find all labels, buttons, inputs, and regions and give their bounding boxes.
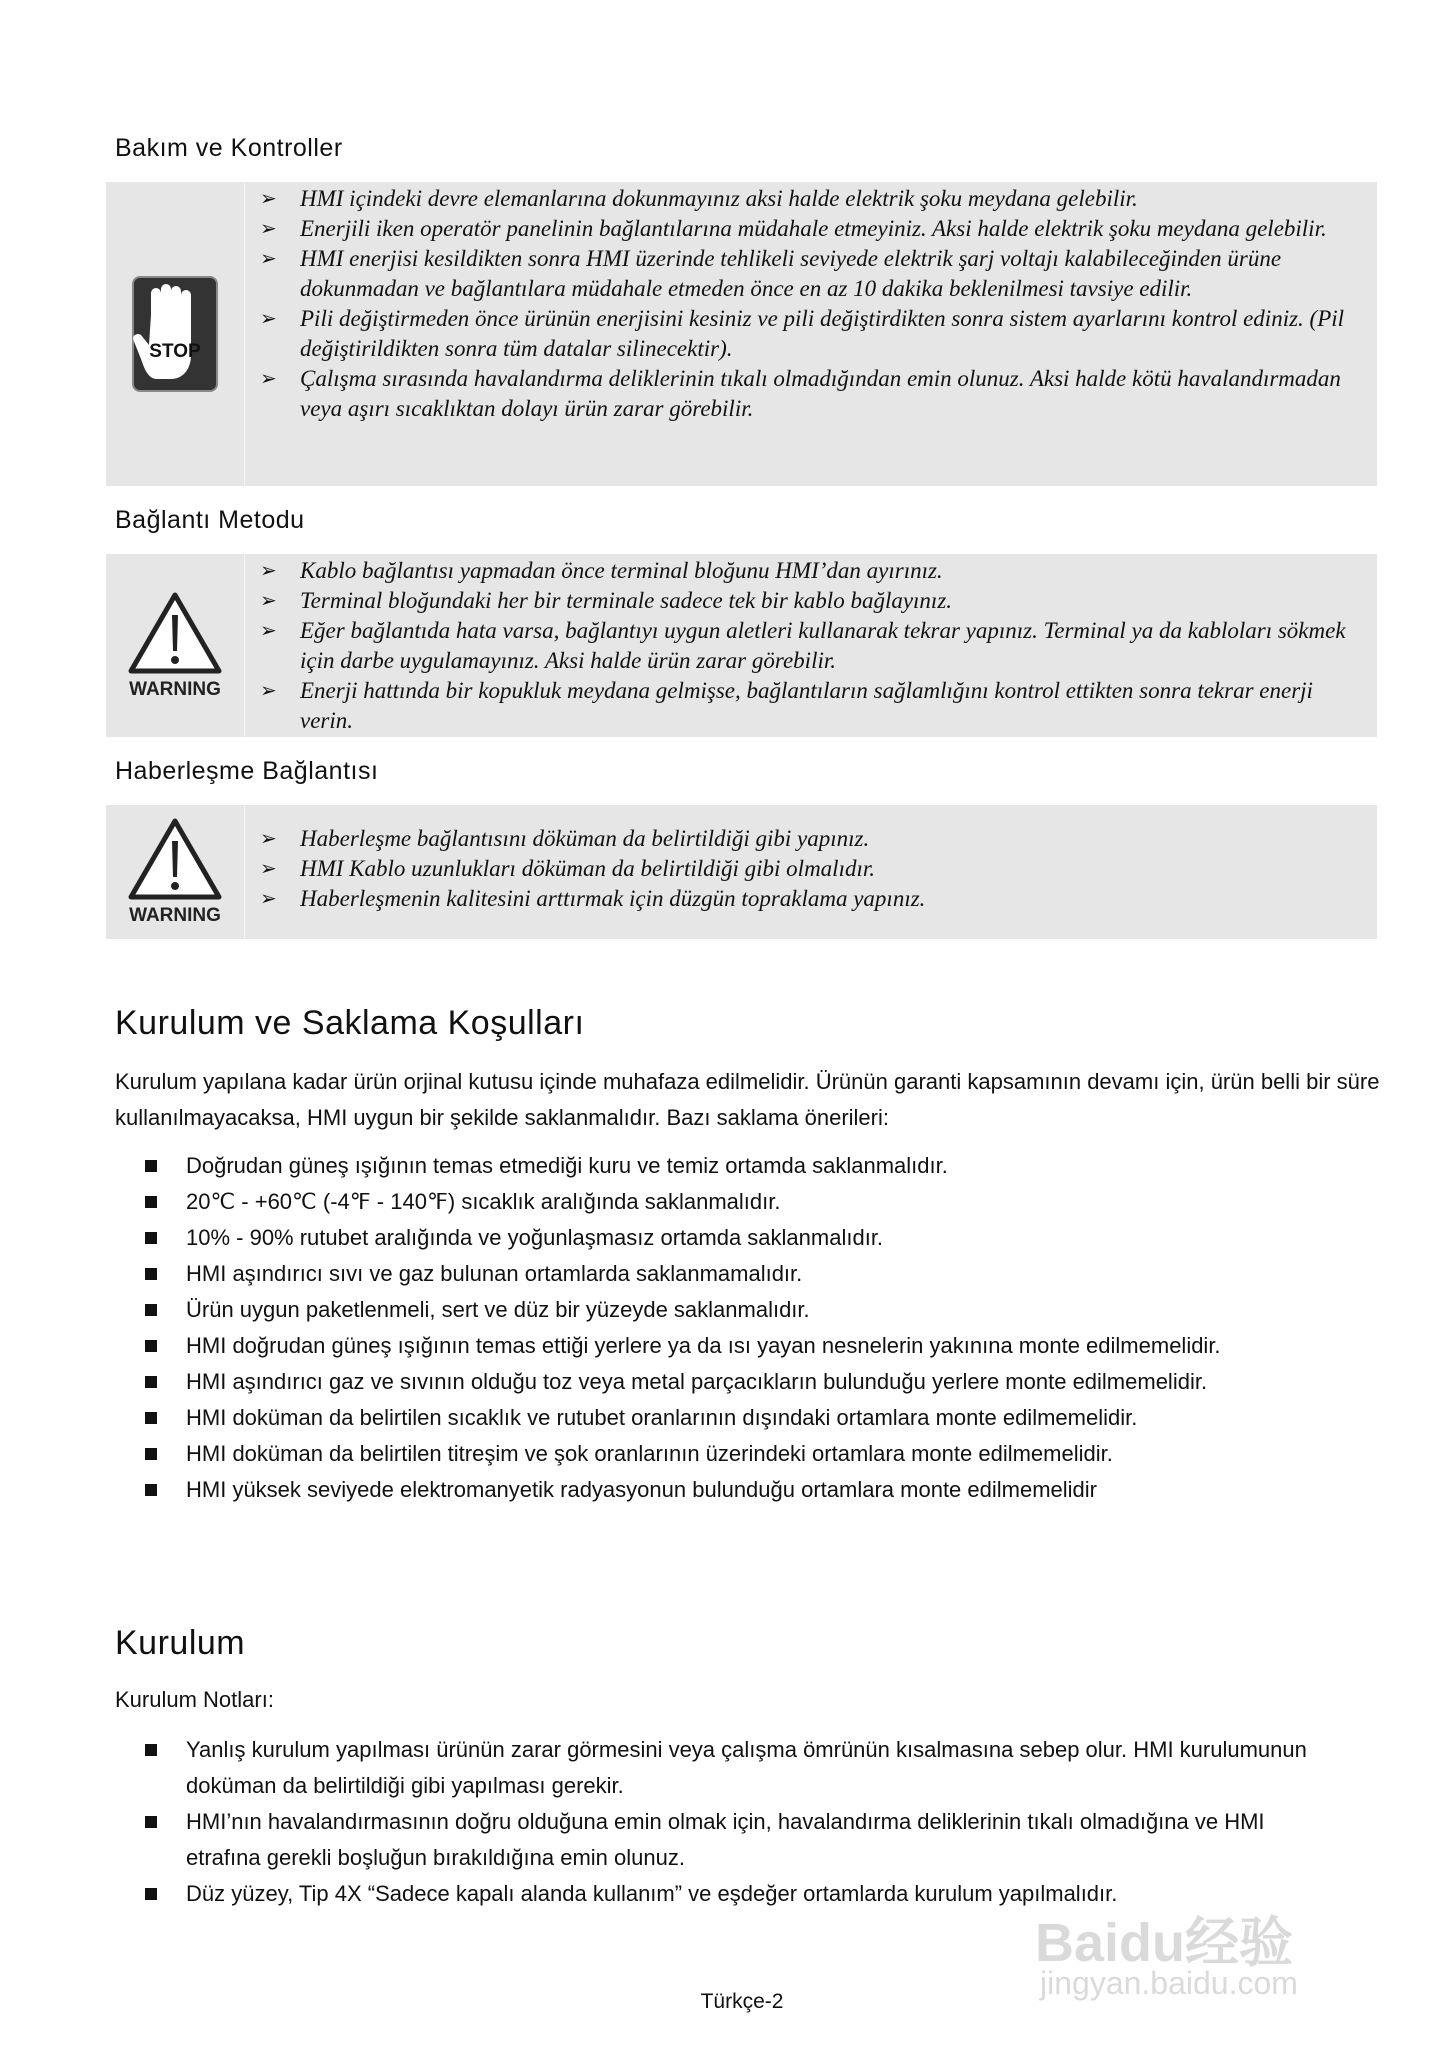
list-item — [260, 304, 1365, 364]
stop-notice-list — [260, 184, 1365, 424]
square-bullet-icon — [145, 1268, 157, 1280]
list-item — [145, 1436, 1345, 1472]
section-heading-bakim: Bakım ve Kontroller — [115, 134, 343, 162]
arrow-bullet-icon: ➢ — [260, 308, 277, 330]
item-text: Pili değiştirmeden önce ürünün enerjisini kesiniz ve pili değiştirdikten sonra sistem ayarlarını kontrol ediniz. (Pil değiştirildikten sonra tüm datalar silinecektir). — [300, 306, 1345, 361]
svg-text:WARNING: WARNING — [129, 678, 221, 700]
square-bullet-icon — [145, 1376, 157, 1388]
item-text: Doğrudan güneş ışığının temas etmediği kuru ve temiz ortamda saklanmalıdır. — [186, 1153, 948, 1178]
item-text: HMI enerjisi kesildikten sonra HMI üzerinde tehlikeli seviyede elektrik şarj voltajı kalabileceğinden ürüne dokunmadan ve bağlantılara müdahale etmeden önce en az 10 dakika beklenilmesi tavsiye edilir. — [300, 246, 1282, 301]
warning-icon — [106, 554, 245, 737]
arrow-bullet-icon: ➢ — [260, 888, 277, 910]
square-bullet-icon — [145, 1304, 157, 1316]
list-item — [260, 884, 1365, 914]
item-text: Enerji hattında bir kopukluk meydana gelmişse, bağlantıların sağlamlığını kontrol ettikten sonra tekrar enerji verin. — [300, 678, 1313, 733]
list-item — [145, 1804, 1296, 1876]
list-item — [145, 1400, 1345, 1436]
square-bullet-icon — [145, 1160, 157, 1172]
arrow-bullet-icon: ➢ — [260, 680, 277, 702]
svg-text:STOP: STOP — [149, 341, 201, 362]
item-text: HMI aşındırıcı gaz ve sıvının olduğu toz veya metal parçacıkların bulunduğu yerlere monte edilmemelidir. — [186, 1369, 1208, 1394]
item-text: Ürün uygun paketlenmeli, sert ve düz bir yüzeyde saklanmalıdır. — [186, 1297, 810, 1322]
arrow-bullet-icon: ➢ — [260, 560, 277, 582]
list-item — [260, 244, 1365, 304]
list-item — [260, 676, 1365, 736]
item-text: Çalışma sırasında havalandırma deliklerinin tıkalı olmadığından emin olunuz. Aksi halde kötü havalandırmadan veya aşırı sıcaklıktan dolayı ürün zarar görebilir. — [300, 366, 1341, 421]
list-item — [260, 184, 1365, 214]
arrow-bullet-icon: ➢ — [260, 620, 277, 642]
square-bullet-icon — [145, 1448, 157, 1460]
stop-hand-icon — [106, 182, 245, 486]
arrow-bullet-icon: ➢ — [260, 590, 277, 612]
square-bullet-icon — [145, 1340, 157, 1352]
arrow-bullet-icon: ➢ — [260, 188, 277, 210]
arrow-bullet-icon: ➢ — [260, 858, 277, 880]
list-item — [145, 1472, 1345, 1508]
item-text: HMI doküman da belirtilen titreşim ve şok oranlarının üzerindeki ortamlara monte edilmemelidir. — [186, 1441, 1113, 1466]
list-item — [145, 1292, 1345, 1328]
list-item — [260, 214, 1365, 244]
warning-list — [260, 824, 1365, 914]
list-item — [145, 1328, 1306, 1364]
installation-list — [145, 1732, 1345, 1912]
square-bullet-icon — [145, 1816, 157, 1828]
square-bullet-icon — [145, 1888, 157, 1900]
list-item — [260, 824, 1365, 854]
item-text: Düz yüzey, Tip 4X “Sadece kapalı alanda kullanım” ve eşdeğer ortamlarda kurulum yapılmalıdır. — [186, 1881, 1118, 1906]
watermark-url: jingyan.baidu.com — [1040, 1965, 1298, 2001]
item-text: Terminal bloğundaki her bir terminale sadece tek bir kablo bağlayınız. — [300, 588, 953, 613]
item-text: HMI doğrudan güneş ışığının temas ettiği yerlere ya da ısı yayan nesnelerin yakınına monte edilmemelidir. — [186, 1333, 1221, 1358]
list-item — [145, 1364, 1306, 1400]
item-text: HMI’nın havalandırmasının doğru olduğuna emin olmak için, havalandırma deliklerinin tıkalı olmadığına ve HMI etrafına gerekli boşluğun bırakıldığına emin olunuz. — [186, 1809, 1265, 1870]
square-bullet-icon — [145, 1412, 157, 1424]
item-text: HMI yüksek seviyede elektromanyetik radyasyonun bulunduğu ortamlara monte edilmemelidir — [186, 1477, 1097, 1502]
item-text: 20℃ - +60℃ (-4℉ - 140℉) sıcaklık aralığında saklanmalıdır. — [186, 1189, 781, 1214]
arrow-bullet-icon: ➢ — [260, 218, 277, 240]
item-text: Yanlış kurulum yapılması ürünün zarar görmesini veya çalışma ömrünün kısalmasına sebep olur. HMI kurulumunun doküman da belirtildiği gibi yapılması gerekir. — [186, 1737, 1307, 1798]
list-item — [145, 1220, 1345, 1256]
section-heading-baglanti: Bağlantı Metodu — [115, 506, 305, 534]
svg-text:WARNING: WARNING — [129, 905, 221, 926]
stop-notice-box — [106, 182, 1377, 486]
item-text: 10% - 90% rutubet aralığında ve yoğunlaşmasız ortamda saklanmalıdır. — [186, 1225, 884, 1250]
list-item — [260, 586, 1365, 616]
list-item — [145, 1184, 1345, 1220]
list-item — [145, 1256, 1345, 1292]
list-item — [260, 556, 1365, 586]
item-text: Haberleşme bağlantısını döküman da belirtildiği gibi yapınız. — [300, 826, 870, 851]
square-bullet-icon — [145, 1196, 157, 1208]
item-text: Kablo bağlantısı yapmadan önce terminal bloğunu HMI’dan ayırınız. — [300, 558, 943, 583]
item-text: HMI içindeki devre elemanlarına dokunmayınız aksi halde elektrik şoku meydana gelebilir. — [300, 186, 1138, 211]
kurulum-subtitle: Kurulum Notları: — [115, 1687, 274, 1712]
section-title-kurulum: Kurulum — [115, 1624, 246, 1662]
list-item — [260, 364, 1365, 424]
arrow-bullet-icon: ➢ — [260, 368, 277, 390]
list-item — [145, 1732, 1336, 1804]
list-item — [145, 1148, 1345, 1184]
section-heading-haberlesme: Haberleşme Bağlantısı — [115, 757, 379, 785]
storage-list — [145, 1148, 1345, 1508]
warning-list — [260, 556, 1365, 736]
section-title-saklama: Kurulum ve Saklama Koşulları — [115, 1004, 585, 1042]
item-text: Enerjili iken operatör panelinin bağlantılarına müdahale etmeyiniz. Aksi halde elektrik şoku meydana gelebilir. — [300, 216, 1327, 241]
item-text: HMI aşındırıcı sıvı ve gaz bulunan ortamlarda saklanmamalıdır. — [186, 1261, 803, 1286]
item-text: Haberleşmenin kalitesini arttırmak için düzgün topraklama yapınız. — [300, 886, 926, 911]
list-item — [260, 616, 1365, 676]
warning-icon — [106, 805, 245, 939]
intro-paragraph: Kurulum yapılana kadar ürün orjinal kutusu içinde muhafaza edilmelidir. Ürünün garanti kapsamının devamı için, ürün belli bir süre kullanılmayacaksa, HMI uygun bir şekilde saklanmalıdır. Bazı saklama önerileri: — [115, 1069, 1380, 1130]
arrow-bullet-icon: ➢ — [260, 828, 277, 850]
watermark-logo: Baidu经验 — [1035, 1913, 1294, 1973]
list-item — [260, 854, 1365, 884]
page-footer: Türkçe-2 — [700, 1990, 784, 2013]
item-text: HMI doküman da belirtilen sıcaklık ve rutubet oranlarının dışındaki ortamlara monte edilmemelidir. — [186, 1405, 1138, 1430]
item-text: Eğer bağlantıda hata varsa, bağlantıyı uygun aletleri kullanarak tekrar yapınız. Terminal ya da kabloları sökmek için darbe uygulamayınız. Aksi halde ürün zarar görebilir. — [300, 618, 1346, 673]
warning-box-baglanti — [106, 554, 1377, 737]
square-bullet-icon — [145, 1744, 157, 1756]
square-bullet-icon — [145, 1232, 157, 1244]
arrow-bullet-icon: ➢ — [260, 248, 277, 270]
warning-box-haberlesme — [106, 805, 1377, 939]
item-text: HMI Kablo uzunlukları döküman da belirtildiği gibi olmalıdır. — [300, 856, 875, 881]
square-bullet-icon — [145, 1484, 157, 1496]
